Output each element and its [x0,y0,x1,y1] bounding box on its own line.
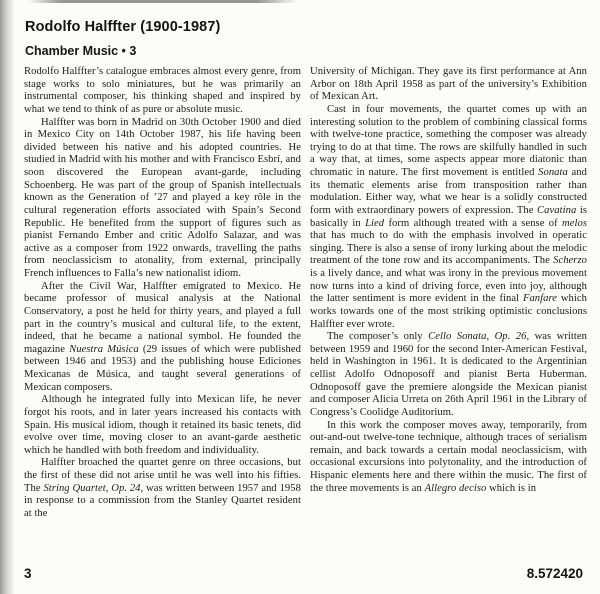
column-right [310,66,587,560]
body-text: After the Civil War, Halffter emigrated to Mexico. He became professor of musical analysis at the National Conservatory, a post he held for thirty years, and played a full part in the country’s musical and cultural life, to the extent, indeed, that he became a national symbol. He founded the magazine [24,280,301,355]
paragraph [24,457,301,520]
text-columns [24,66,587,560]
album-subtitle: Chamber Music • 3 [25,44,137,58]
paragraph [310,66,587,104]
body-text: is a lively dance, and what was irony in the previous movement now turns into a kind of driving force, even into joy, although the latter sentiment is more evident in the final [310,268,587,305]
work-title-italic: Cello Sonata, Op. 26 [428,331,527,343]
body-text: Halffter was born in Madrid on 30th October 1900 and died in Mexico City on 14th October 1987, his life having been divided between his native and his adopted countries. He studied in Madrid with his mother and with Francisco Esbrí, and soon discovered the European avant-garde, including Schoenberg. He was part of the group of Spanish intellectuals known as the Generation of ’27 and played a key rôle in the cultural regeneration efforts associated with Spain’s Second Republic. He benefited from the support of figures such as pianist Fernando Ember and critic Adolfo Salazar, and was active as a composer from 1922 onwards, travelling the paths from neoclassicism to atonality, from external, principally French influences to Falla’s new nationalist idiom. [24,116,301,279]
body-text: which is in [486,482,537,494]
page-footer [24,566,583,581]
paragraph [24,66,301,117]
page-top-scan-line [28,0,298,3]
body-text: Cast in four movements, the quartet comes up with an interesting solution to the problem of combining classical forms with twelve-tone practice, something the composer was already trying to do at that time. The rows are skilfully handled in such a way that, at times, some aspects appear more diatonic than chromatic in nature. The first movement is entitled [310,103,587,178]
column-left [24,66,301,560]
body-text: , was written between 1957 and 1958 in response to a commission from the Stanley Quartet resident at the [24,482,301,519]
page-number: 3 [24,566,32,581]
composer-title: Rodolfo Halffter (1900-1987) [25,19,221,35]
work-title-italic: Sonata [538,167,568,178]
body-text: In this work the composer moves away, temporarily, from out-and-out twelve-tone technique, although traces of serialism remain, and back towards a certain modal neoclassicism, with occasional excursions into polytonality, and the introduction of Hispanic elements here and there within the music. The first of the three movements is an [310,419,587,494]
page-edge-shadow [0,0,15,594]
body-text: is basically in [310,204,587,229]
body-text: form although treated with a sense of [384,217,563,229]
body-text: Rodolfo Halffter’s catalogue embraces almost every genre, from stage works to solo miniatures, but he was primarily an instrumental composer, his thinking shaped and inspired by what we tend to think of as pure or absolute music. [24,66,301,115]
paragraph [310,104,587,331]
body-text: and its thematic elements arise from transposition rather than modulation. Either way, what we hear is a solidly constructed form with extraordinary powers of expression. The [310,167,587,216]
work-title-italic: Nuestra Música [69,343,139,355]
work-title-italic: Cavatina [537,204,577,216]
work-title-italic: Scherzo [553,255,587,267]
page-header [25,18,220,59]
paragraph [24,281,301,395]
paragraph [310,420,587,496]
paragraph [24,394,301,457]
work-title-italic: melos [562,217,587,229]
work-title-italic: String Quartet, Op. 24 [43,482,141,494]
body-text: (29 issues of which were published between 1946 and 1953) and the publishing house Ediciones Mexicanas de Música, and taught several generations of Mexican composers. [24,343,301,393]
body-text: Halffter broached the quartet genre on three occasions, but the first of these did not arise until he was well into his fifties. The [24,457,301,494]
body-text: which works towards one of the most striking optimistic conclusions Halffter ever wrote. [310,293,587,330]
catalogue-number: 8.572420 [526,566,583,581]
paragraph [24,117,301,281]
body-text: University of Michigan. They gave its first performance at Ann Arbor on 18th April 1958 as part of the university’s Exhibition of Mexican Art. [310,66,587,103]
body-text: Although he integrated fully into Mexican life, he never forgot his roots, and in later years increased his contacts with Spain. His musical idiom, though it retained its basic tenets, did evolve over time, moving closer to an avant-garde aesthetic which he handled with both freedom and individuality. [24,394,301,456]
body-text: , was written between 1959 and 1960 for the second Inter-American Festival, held in Washington in 1961. It is dedicated to the Argentinian cellist Adolfo Odnoposoff and pianist Berta Huberman. Odnoposoff gave the premiere alongside the Mexican pianist and composer Alicia Urreta on 26th April 1961 in the Library of Congress’s Coolidge Auditorium. [310,331,587,418]
work-title-italic: Fanfare [522,293,558,305]
paragraph [310,331,587,419]
body-text: The composer’s only [327,331,429,343]
body-text: that has much to do with the emphasis involved in operatic singing. There is also a sense of irony lurking about the melodic treatment of the tone row and its accompaniments. The [310,230,587,267]
work-title-italic: Lied [365,217,385,229]
work-title-italic: Allegro deciso [424,482,487,494]
